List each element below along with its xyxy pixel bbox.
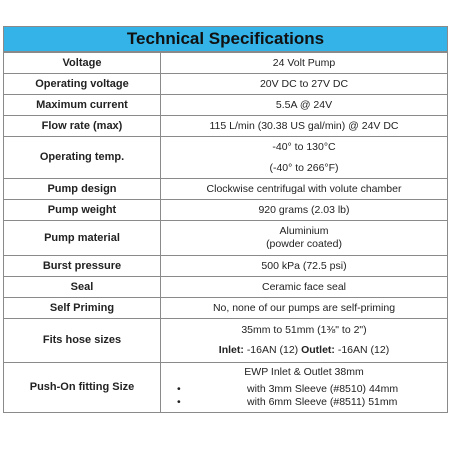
table-row [4, 116, 448, 137]
table-row [4, 319, 448, 363]
bullet-text: with 6mm Sleeve (#8511) 51mm [247, 396, 398, 408]
row-label: Seal [4, 277, 161, 298]
row-value: 20V DC to 27V DC [161, 74, 448, 95]
list-item [177, 396, 443, 409]
row-value: 500 kPa (72.5 psi) [161, 256, 448, 277]
row-value [161, 363, 448, 413]
row-label: Burst pressure [4, 256, 161, 277]
value-line: (-40° to 266°F) [269, 161, 339, 174]
bullet-icon: • [177, 383, 181, 395]
bullet-text: with 3mm Sleeve (#8510) 44mm [247, 383, 399, 395]
table-row [4, 200, 448, 221]
table-row [4, 95, 448, 116]
table-row [4, 221, 448, 256]
spec-table [3, 26, 448, 413]
table-row [4, 137, 448, 179]
row-value [161, 319, 448, 363]
table-row [4, 256, 448, 277]
row-value: 24 Volt Pump [161, 53, 448, 74]
row-value: 5.5A @ 24V [161, 95, 448, 116]
value-line: -40° to 130°C [272, 140, 336, 153]
value-line: 35mm to 51mm (1⅜" to 2") [241, 324, 367, 336]
list-item [177, 383, 443, 396]
bullet-list [165, 383, 443, 409]
table-row [4, 363, 448, 413]
inlet-value: -16AN (12) [246, 344, 299, 356]
row-value: 115 L/min (30.38 US gal/min) @ 24V DC [161, 116, 448, 137]
value-line: Aluminium [279, 225, 329, 237]
row-value: Ceramic face seal [161, 277, 448, 298]
row-label: Operating temp. [4, 137, 161, 179]
row-label: Pump weight [4, 200, 161, 221]
row-label: Maximum current [4, 95, 161, 116]
row-value: Clockwise centrifugal with volute chamber [161, 179, 448, 200]
value-line: (powder coated) [266, 238, 342, 250]
row-label: Operating voltage [4, 74, 161, 95]
row-value: No, none of our pumps are self-priming [161, 298, 448, 319]
hose-sizes-line [165, 344, 443, 357]
row-value [161, 137, 448, 179]
row-label: Push-On fitting Size [4, 363, 161, 413]
inlet-label: Inlet: [218, 344, 244, 356]
row-label: Self Priming [4, 298, 161, 319]
row-value [161, 221, 448, 256]
row-label: Voltage [4, 53, 161, 74]
row-label: Fits hose sizes [4, 319, 161, 363]
table-row [4, 277, 448, 298]
bullet-icon: • [177, 396, 181, 408]
row-label: Pump design [4, 179, 161, 200]
row-label: Pump material [4, 221, 161, 256]
table-row [4, 53, 448, 74]
row-label: Flow rate (max) [4, 116, 161, 137]
spec-table-body [3, 52, 448, 413]
table-row [4, 179, 448, 200]
row-value: 920 grams (2.03 lb) [161, 200, 448, 221]
table-row [4, 74, 448, 95]
outlet-label: Outlet: [301, 344, 335, 356]
table-title: Technical Specifications [3, 26, 448, 52]
outlet-value: -16AN (12) [337, 344, 390, 356]
value-line: EWP Inlet & Outlet 38mm [244, 366, 364, 378]
table-row [4, 298, 448, 319]
